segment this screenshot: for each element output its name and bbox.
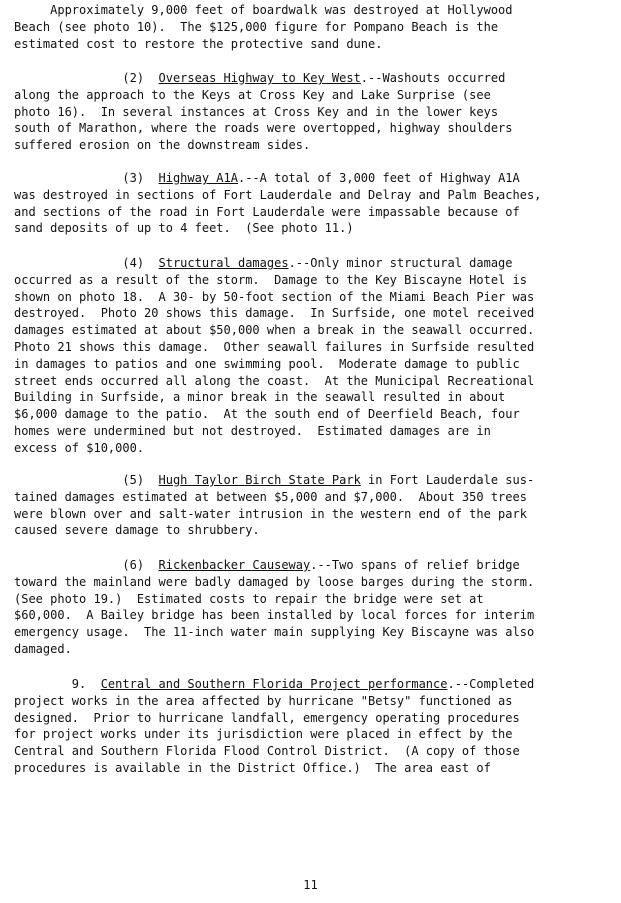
heading-line [14, 676, 614, 693]
section-heading: Hugh Taylor Birch State Park [158, 473, 361, 487]
text-line: in damages to patios and one swimming pool. Moderate damage to public [14, 356, 520, 371]
paragraph-structural-damages [14, 255, 614, 457]
paragraph-overseas-highway [14, 70, 614, 154]
text-line: damaged. [14, 641, 72, 656]
heading-line [14, 70, 614, 87]
text-line: for project works under its jurisdiction were placed in effect by the [14, 727, 513, 742]
section-heading: Central and Southern Florida Project performance [100, 677, 448, 691]
heading-continuation: .--Two spans of relief bridge [310, 558, 520, 572]
item-number: (2) [14, 71, 159, 85]
section-heading: Overseas Highway to Key West [158, 71, 361, 85]
heading-line [14, 170, 614, 187]
text-line: $6,000 damage to the patio. At the south end of Deerfield Beach, four [14, 407, 520, 422]
text-line: was destroyed in sections of Fort Lauderdale and Delray and Palm Beaches, [14, 187, 542, 202]
item-number: (5) [14, 473, 159, 487]
text-line: occurred as a result of the storm. Damage to the Key Biscayne Hotel is [14, 272, 527, 287]
text-line: estimated cost to restore the protective sand dune. [14, 36, 383, 51]
paragraph-birch-state-park [14, 472, 614, 539]
section-heading: Highway A1A [158, 171, 238, 185]
heading-continuation: .--Completed [447, 677, 535, 691]
text-line: Beach (see photo 10). The $125,000 figure for Pompano Beach is the [14, 19, 499, 34]
item-number: (3) [14, 171, 159, 185]
text-line: street ends occurred all along the coast. At the Municipal Recreational [14, 373, 535, 388]
text-line: photo 16). In several instances at Cross Key and in the lower keys [14, 104, 499, 119]
text-line: Photo 21 shows this damage. Other seawall failures in Surfside resulted [14, 339, 535, 354]
text-line: caused severe damage to shrubbery. [14, 523, 260, 538]
text-line: project works in the area affected by hurricane "Betsy" functioned as [14, 693, 513, 708]
text-line: shown on photo 18. A 30- by 50-foot section of the Miami Beach Pier was [14, 289, 535, 304]
paragraph-highway-a1a [14, 170, 614, 237]
text-line: procedures is available in the District Office.) The area east of [14, 760, 491, 775]
item-number: (6) [14, 558, 159, 572]
text-line: were blown over and salt-water intrusion in the western end of the park [14, 506, 527, 521]
text-line: (See photo 19.) Estimated costs to repair the bridge were set at [14, 591, 484, 606]
text-line: destroyed. Photo 20 shows this damage. In Surfside, one motel received [14, 306, 535, 321]
text-line: excess of $10,000. [14, 440, 145, 455]
text-line: $60,000. A Bailey bridge has been installed by local forces for interim [14, 608, 535, 623]
heading-continuation: .--Only minor structural damage [288, 256, 513, 270]
text-line: and sections of the road in Fort Lauderdale were impassable because of [14, 204, 520, 219]
text-line: along the approach to the Keys at Cross Key and Lake Surprise (see [14, 87, 491, 102]
text-line: sand deposits of up to 4 feet. (See photo 11.) [14, 221, 354, 236]
text-line: south of Marathon, where the roads were overtopped, highway shoulders [14, 121, 513, 136]
text-line: toward the mainland were badly damaged by loose barges during the storm. [14, 574, 535, 589]
text-line: suffered erosion on the downstream sides. [14, 138, 311, 153]
paragraph-rickenbacker-causeway [14, 557, 614, 658]
heading-continuation: .--Washouts occurred [360, 71, 506, 85]
text-line: Approximately 9,000 feet of boardwalk was destroyed at Hollywood [14, 3, 513, 17]
text-line: damages estimated at about $50,000 when a break in the seawall occurred. [14, 323, 535, 338]
section-heading: Structural damages [158, 256, 289, 270]
heading-line [14, 255, 614, 272]
heading-line [14, 472, 614, 489]
heading-continuation: .--A total of 3,000 feet of Highway A1A [237, 171, 520, 185]
text-line: designed. Prior to hurricane landfall, emergency operating procedures [14, 710, 520, 725]
heading-continuation: in Fort Lauderdale sus- [360, 473, 535, 487]
item-number: (4) [14, 256, 159, 270]
heading-line [14, 557, 614, 574]
text-line: homes were undermined but not destroyed. Estimated damages are in [14, 423, 491, 438]
item-number: 9. [14, 677, 101, 691]
text-line: Central and Southern Florida Flood Control District. (A copy of those [14, 744, 520, 759]
text-line: tained damages estimated at between $5,000 and $7,000. About 350 trees [14, 489, 527, 504]
text-line: emergency usage. The 11-inch water main supplying Key Biscayne was also [14, 625, 535, 640]
text-line: Building in Surfside, a minor break in the seawall resulted in about [14, 390, 506, 405]
page-number: 11 [303, 878, 318, 892]
paragraph-project-performance [14, 676, 614, 777]
paragraph-boardwalk [14, 2, 614, 52]
section-heading: Rickenbacker Causeway [158, 558, 311, 572]
